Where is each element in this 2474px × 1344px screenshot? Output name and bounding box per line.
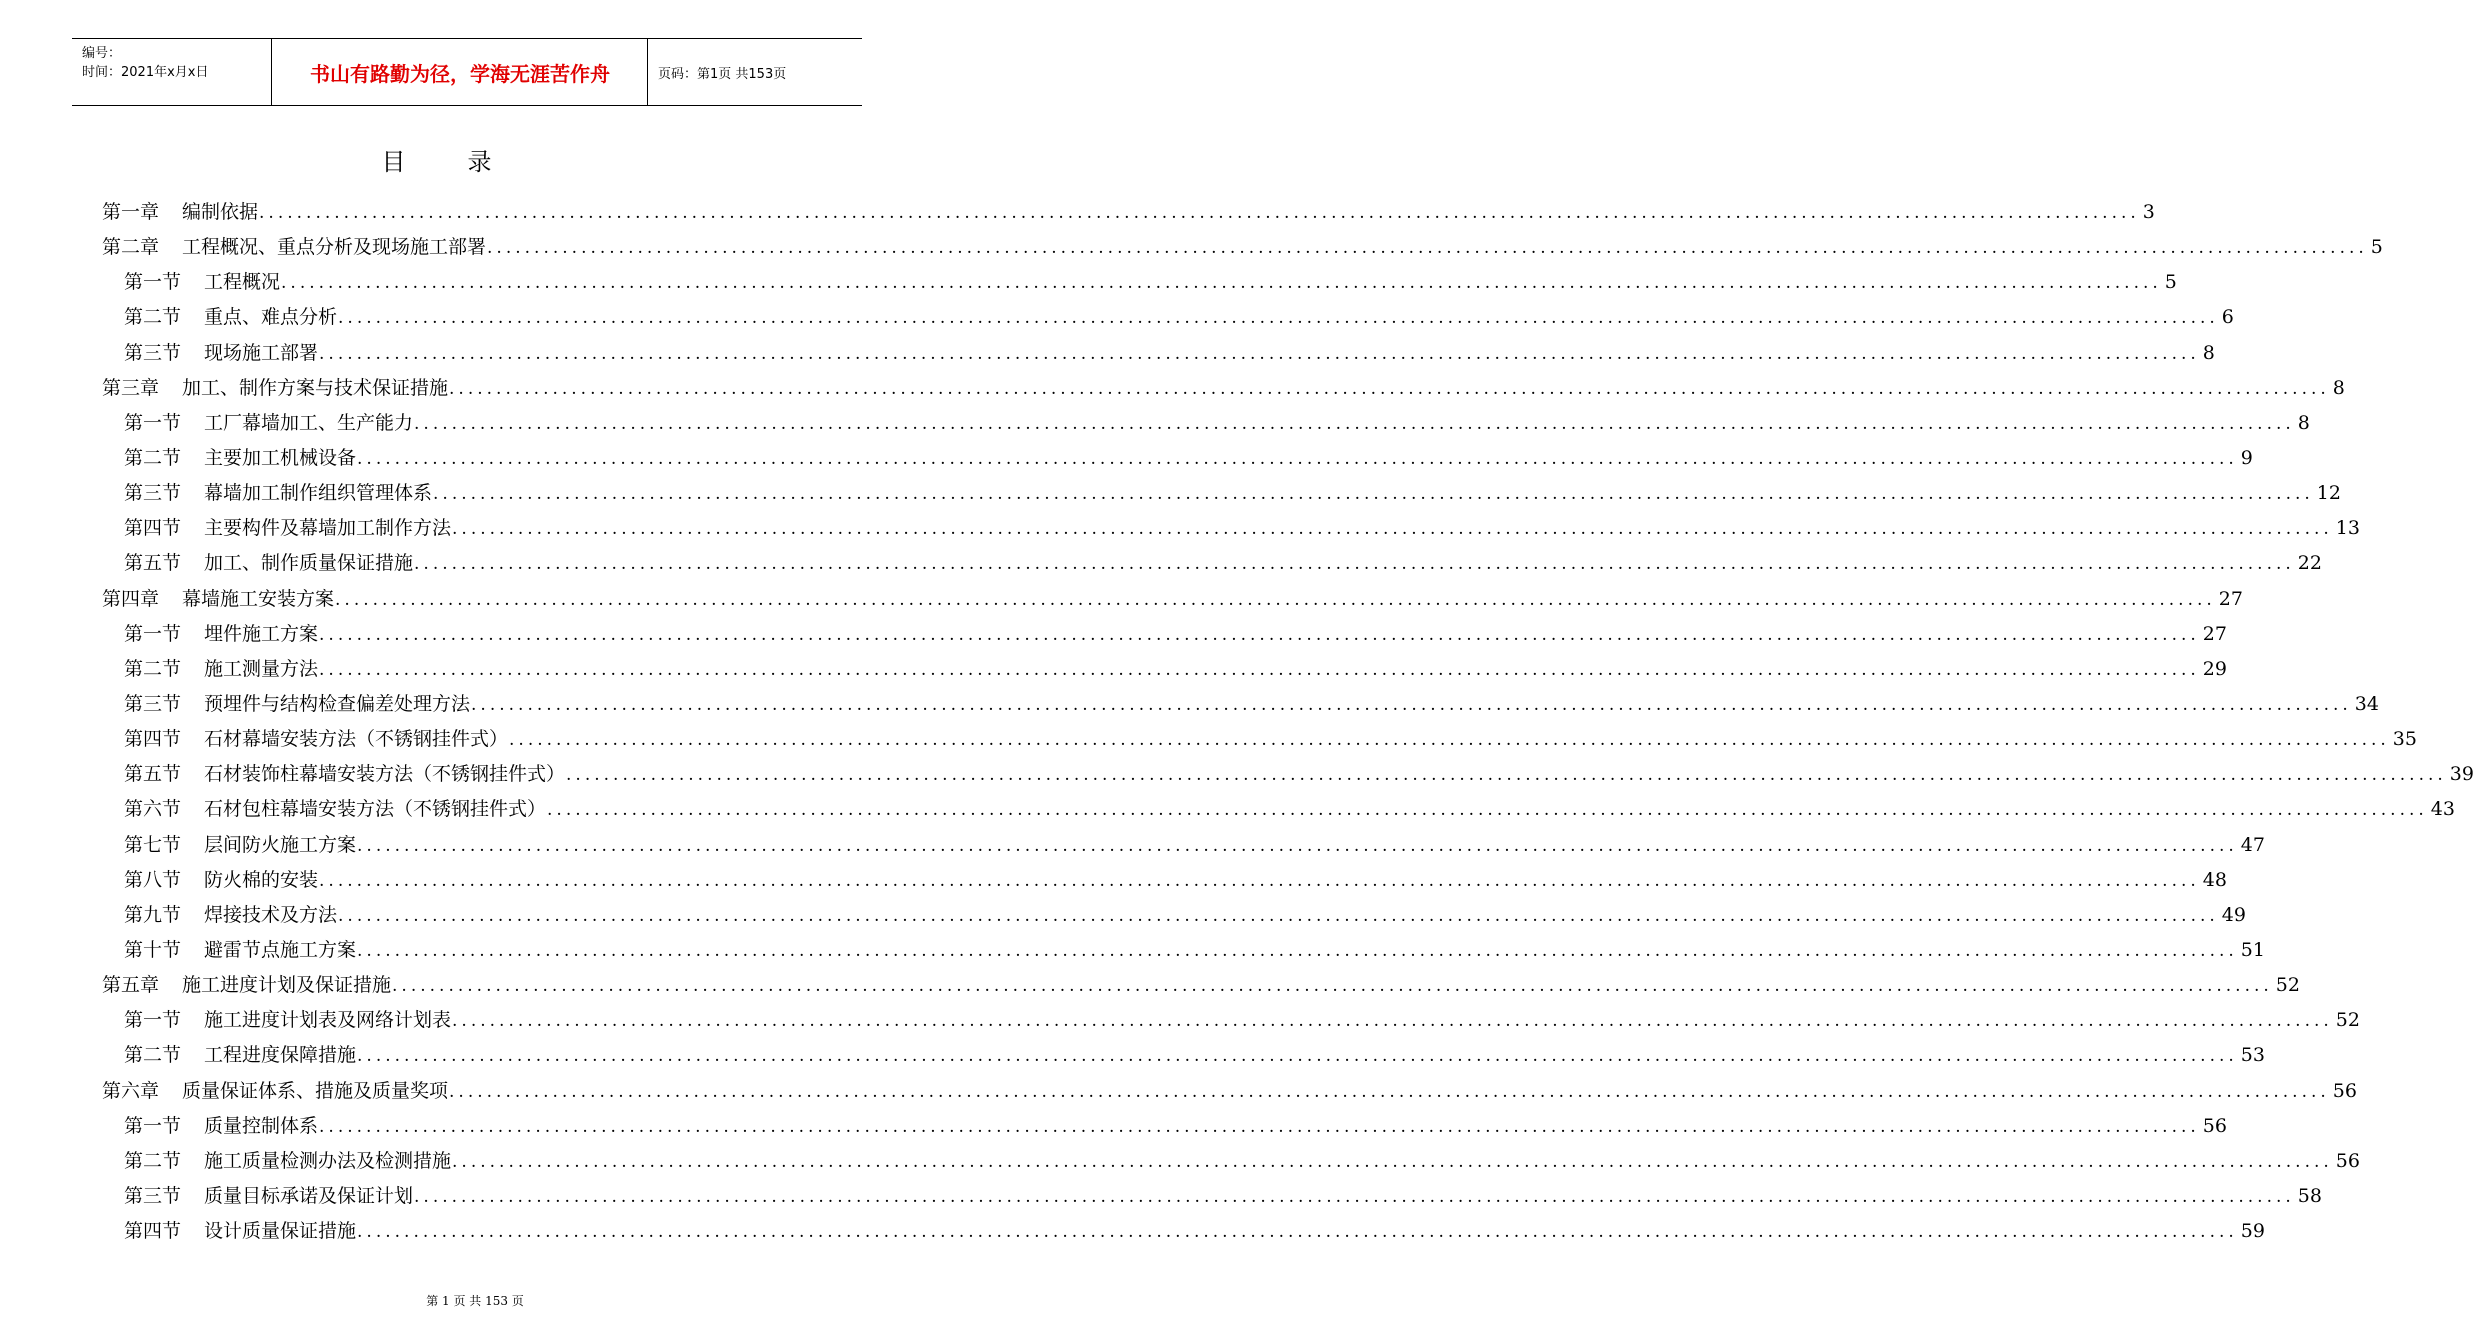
toc-entry-title: 埋件施工方案 — [204, 622, 319, 645]
toc-entry-number: 第一章 — [102, 201, 160, 223]
toc-entry-title: 设计质量保证措施 — [204, 1220, 357, 1243]
toc-entry-page: 49 — [2221, 903, 2246, 926]
toc-entry-page: 58 — [2297, 1184, 2322, 1207]
toc-entry-page: 12 — [2316, 482, 2341, 505]
toc-leader-dots: ........................................................................................................................................................................................................ — [452, 519, 2333, 540]
toc-entry-page: 35 — [2392, 728, 2417, 751]
toc-entry-page: 56 — [2332, 1079, 2357, 1102]
toc-entry-number: 第二节 — [124, 1044, 182, 1067]
toc-entry-label — [124, 900, 337, 927]
toc-entry-number: 第六节 — [124, 798, 182, 821]
toc-section-entry[interactable] — [102, 1111, 2227, 1146]
toc-entry-title: 工厂幕墙加工、生产能力 — [204, 411, 414, 434]
toc-entry-title: 重点、难点分析 — [204, 306, 338, 329]
toc-section-entry[interactable] — [102, 900, 2246, 935]
toc-entry-page: 53 — [2240, 1044, 2265, 1067]
toc-entry-number: 第六章 — [102, 1079, 160, 1102]
toc-entry-label — [102, 1076, 448, 1103]
toc-entry-label — [102, 197, 258, 224]
toc-chapter-entry[interactable] — [102, 373, 2345, 408]
toc-entry-number: 第二节 — [124, 1149, 182, 1172]
toc-entry-number: 第二章 — [102, 236, 160, 259]
toc-entry-label — [124, 1040, 356, 1067]
header-page-info: 页码：第1页 共153页 — [658, 66, 787, 82]
toc-leader-dots: ........................................................................................................................................................................................................ — [357, 1222, 2238, 1243]
toc-section-entry[interactable] — [102, 478, 2341, 513]
toc-entry-label — [124, 338, 318, 365]
toc-entry-page: 8 — [2297, 411, 2310, 434]
toc-leader-dots: ........................................................................................................................................................................................................ — [319, 870, 2200, 891]
toc-entry-number: 第三节 — [124, 341, 182, 364]
toc-entry-title: 施工质量检测办法及检测措施 — [204, 1149, 452, 1172]
toc-entry-label — [124, 619, 318, 646]
toc-section-entry[interactable] — [102, 654, 2227, 689]
toc-entry-page: 9 — [2240, 446, 2253, 469]
toc-section-entry[interactable] — [102, 548, 2322, 583]
toc-entry-page: 34 — [2354, 692, 2379, 715]
toc-leader-dots: ........................................................................................................................................................................................................ — [319, 659, 2200, 680]
toc-entry-page: 43 — [2430, 798, 2455, 821]
toc-leader-dots: ........................................................................................................................................................................................................ — [259, 203, 2140, 223]
toc-entry-number: 第四节 — [124, 1220, 182, 1243]
toc-entry-title: 现场施工部署 — [204, 341, 319, 364]
toc-chapter-entry[interactable] — [102, 970, 2300, 1005]
toc-entry-label — [102, 584, 334, 611]
toc-entry-label — [124, 689, 470, 716]
toc-leader-dots: ........................................................................................................................................................................................................ — [335, 589, 2216, 610]
toc-entry-page: 5 — [2164, 271, 2177, 294]
toc-section-entry[interactable] — [102, 794, 2455, 829]
toc-entry-label — [124, 1111, 318, 1138]
toc-entry-title: 预埋件与结构检查偏差处理方法 — [204, 692, 471, 715]
toc-entry-label — [102, 970, 391, 997]
toc-leader-dots: ........................................................................................................................................................................................................ — [414, 554, 2295, 575]
toc-section-entry[interactable] — [102, 1146, 2360, 1181]
toc-entry-page: 52 — [2275, 974, 2300, 997]
toc-leader-dots: ........................................................................................................................................................................................................ — [338, 308, 2219, 329]
toc-leader-dots: ........................................................................................................................................................................................................ — [357, 448, 2238, 469]
toc-entry-number: 第一节 — [124, 622, 182, 645]
page-header — [72, 38, 862, 106]
toc-leader-dots: ........................................................................................................................................................................................................ — [509, 730, 2390, 751]
toc-entry-page: 22 — [2297, 552, 2322, 575]
toc-entry-label — [124, 830, 356, 857]
toc-entry-number: 第四章 — [102, 587, 160, 610]
toc-entry-label — [124, 1181, 413, 1208]
toc-entry-title: 石材幕墙安装方法（不锈钢挂件式） — [204, 728, 509, 751]
toc-entry-label — [124, 654, 318, 681]
toc-entry-page: 56 — [2335, 1149, 2360, 1172]
toc-leader-dots: ........................................................................................................................................................................................................ — [357, 835, 2238, 856]
toc-entry-title: 避雷节点施工方案 — [204, 938, 357, 961]
toc-section-entry[interactable] — [102, 302, 2234, 337]
toc-entry-label — [102, 232, 486, 259]
toc-entry-label — [124, 548, 413, 575]
table-of-contents — [102, 197, 2474, 1251]
toc-entry-title: 工程概况、重点分析及现场施工部署 — [182, 236, 487, 259]
toc-entry-title: 主要构件及幕墙加工制作方法 — [204, 517, 452, 540]
toc-entry-label — [124, 1146, 451, 1173]
toc-entry-label — [124, 443, 356, 470]
toc-entry-number: 第五章 — [102, 974, 160, 997]
toc-leader-dots: ........................................................................................................................................................................................................ — [281, 273, 2162, 294]
toc-chapter-entry[interactable] — [102, 197, 2155, 232]
toc-section-entry[interactable] — [102, 338, 2215, 373]
toc-section-entry[interactable] — [102, 408, 2310, 443]
toc-chapter-entry[interactable] — [102, 232, 2383, 267]
toc-entry-page: 59 — [2240, 1220, 2265, 1243]
toc-leader-dots: ........................................................................................................................................................................................................ — [566, 765, 2447, 786]
toc-entry-number: 第十节 — [124, 938, 182, 961]
toc-section-entry[interactable] — [102, 1040, 2265, 1075]
toc-entry-number: 第三节 — [124, 692, 182, 715]
toc-section-entry[interactable] — [102, 443, 2253, 478]
toc-entry-title: 编制依据 — [182, 201, 259, 223]
toc-entry-title: 工程概况 — [204, 271, 281, 294]
toc-entry-page: 51 — [2240, 938, 2265, 961]
toc-entry-title: 质量目标承诺及保证计划 — [204, 1184, 414, 1207]
toc-entry-label — [102, 373, 448, 400]
toc-entry-number: 第七节 — [124, 833, 182, 856]
toc-leader-dots: ........................................................................................................................................................................................................ — [487, 238, 2368, 259]
toc-entry-title: 施工测量方法 — [204, 657, 319, 680]
toc-entry-page: 6 — [2221, 306, 2234, 329]
toc-entry-label — [124, 267, 280, 294]
toc-entry-label — [124, 302, 337, 329]
toc-entry-number: 第八节 — [124, 868, 182, 891]
toc-entry-number: 第二节 — [124, 446, 182, 469]
toc-entry-title: 层间防火施工方案 — [204, 833, 357, 856]
toc-entry-page: 48 — [2202, 868, 2227, 891]
toc-entry-number: 第五节 — [124, 763, 182, 786]
toc-entry-page: 29 — [2202, 657, 2227, 680]
toc-entry-page: 13 — [2335, 517, 2360, 540]
toc-entry-page: 52 — [2335, 1009, 2360, 1032]
page-footer: 第 1 页 共 153 页 — [426, 1294, 524, 1308]
toc-entry-label — [124, 478, 432, 505]
toc-entry-label — [124, 408, 413, 435]
doc-time-label: 时间：2021年x月x日 — [82, 65, 209, 80]
toc-entry-label — [124, 513, 451, 540]
toc-entry-label — [124, 794, 546, 821]
toc-leader-dots: ........................................................................................................................................................................................................ — [414, 1186, 2295, 1207]
toc-entry-number: 第一节 — [124, 271, 182, 294]
toc-entry-number: 第三章 — [102, 376, 160, 399]
toc-entry-title: 防火棉的安装 — [204, 868, 319, 891]
toc-leader-dots: ........................................................................................................................................................................................................ — [449, 378, 2330, 399]
toc-entry-number: 第一节 — [124, 1114, 182, 1137]
toc-leader-dots: ........................................................................................................................................................................................................ — [452, 1011, 2333, 1032]
toc-section-entry[interactable] — [102, 935, 2265, 970]
toc-leader-dots: ........................................................................................................................................................................................................ — [392, 976, 2273, 997]
toc-entry-title: 施工进度计划及保证措施 — [182, 974, 392, 997]
toc-leader-dots: ........................................................................................................................................................................................................ — [547, 800, 2428, 821]
toc-section-entry[interactable] — [102, 513, 2360, 548]
toc-entry-label — [124, 759, 565, 786]
toc-entry-label — [124, 1005, 451, 1032]
toc-title: 目录 — [381, 148, 554, 176]
toc-section-entry[interactable] — [102, 1216, 2265, 1251]
toc-leader-dots: ........................................................................................................................................................................................................ — [433, 484, 2314, 505]
toc-leader-dots: ........................................................................................................................................................................................................ — [357, 1046, 2238, 1067]
toc-entry-title: 幕墙施工安装方案 — [182, 587, 335, 610]
header-motto: 书山有路勤为径，学海无涯苦作舟 — [273, 39, 648, 105]
toc-leader-dots: ........................................................................................................................................................................................................ — [357, 940, 2238, 961]
header-meta — [72, 39, 272, 105]
toc-section-entry[interactable] — [102, 689, 2379, 724]
toc-leader-dots: ........................................................................................................................................................................................................ — [338, 905, 2219, 926]
toc-entry-number: 第一节 — [124, 1009, 182, 1032]
toc-entry-number: 第四节 — [124, 728, 182, 751]
toc-entry-title: 石材装饰柱幕墙安装方法（不锈钢挂件式） — [204, 763, 566, 786]
toc-entry-number: 第二节 — [124, 306, 182, 329]
toc-entry-title: 质量保证体系、措施及质量奖项 — [182, 1079, 449, 1102]
toc-entry-number: 第九节 — [124, 903, 182, 926]
toc-entry-page: 8 — [2202, 341, 2215, 364]
toc-section-entry[interactable] — [102, 1005, 2360, 1040]
toc-leader-dots: ........................................................................................................................................................................................................ — [471, 694, 2352, 715]
toc-entry-page: 56 — [2202, 1114, 2227, 1137]
toc-leader-dots: ........................................................................................................................................................................................................ — [319, 343, 2200, 364]
toc-entry-title: 加工、制作方案与技术保证措施 — [182, 376, 449, 399]
toc-entry-number: 第五节 — [124, 552, 182, 575]
toc-entry-title: 幕墙加工制作组织管理体系 — [204, 482, 433, 505]
toc-entry-page: 8 — [2332, 376, 2345, 399]
toc-section-entry[interactable] — [102, 619, 2227, 654]
toc-entry-title: 焊接技术及方法 — [204, 903, 338, 926]
toc-entry-number: 第二节 — [124, 657, 182, 680]
toc-leader-dots: ........................................................................................................................................................................................................ — [319, 624, 2200, 645]
toc-entry-page: 5 — [2370, 236, 2383, 259]
toc-section-entry[interactable] — [102, 724, 2417, 759]
toc-entry-page: 27 — [2202, 622, 2227, 645]
toc-entry-label — [124, 935, 356, 962]
toc-entry-title: 加工、制作质量保证措施 — [204, 552, 414, 575]
toc-entry-title: 施工进度计划表及网络计划表 — [204, 1009, 452, 1032]
toc-section-entry[interactable] — [102, 1181, 2322, 1216]
toc-entry-number: 第三节 — [124, 1184, 182, 1207]
toc-entry-page: 27 — [2218, 587, 2243, 610]
toc-entry-label — [124, 1216, 356, 1243]
toc-entry-page: 3 — [2142, 201, 2155, 223]
toc-entry-label — [124, 865, 318, 892]
toc-entry-title: 主要加工机械设备 — [204, 446, 357, 469]
toc-entry-number: 第三节 — [124, 482, 182, 505]
toc-section-entry[interactable] — [102, 267, 2177, 302]
toc-leader-dots: ........................................................................................................................................................................................................ — [414, 413, 2295, 434]
toc-chapter-entry[interactable] — [102, 1076, 2357, 1111]
toc-leader-dots: ........................................................................................................................................................................................................ — [319, 1116, 2200, 1137]
toc-entry-title: 工程进度保障措施 — [204, 1044, 357, 1067]
toc-entry-title: 石材包柱幕墙安装方法（不锈钢挂件式） — [204, 798, 547, 821]
toc-entry-number: 第四节 — [124, 517, 182, 540]
toc-entry-page: 39 — [2449, 763, 2474, 786]
toc-leader-dots: ........................................................................................................................................................................................................ — [452, 1151, 2333, 1172]
toc-leader-dots: ........................................................................................................................................................................................................ — [449, 1081, 2330, 1102]
toc-entry-page: 47 — [2240, 833, 2265, 856]
toc-entry-number: 第一节 — [124, 411, 182, 434]
toc-section-entry[interactable] — [102, 759, 2474, 794]
toc-section-entry[interactable] — [102, 865, 2227, 900]
toc-section-entry[interactable] — [102, 830, 2265, 865]
toc-entry-label — [124, 724, 508, 751]
toc-chapter-entry[interactable] — [102, 584, 2243, 619]
doc-number-label: 编号： — [82, 46, 122, 61]
toc-entry-title: 质量控制体系 — [204, 1114, 319, 1137]
